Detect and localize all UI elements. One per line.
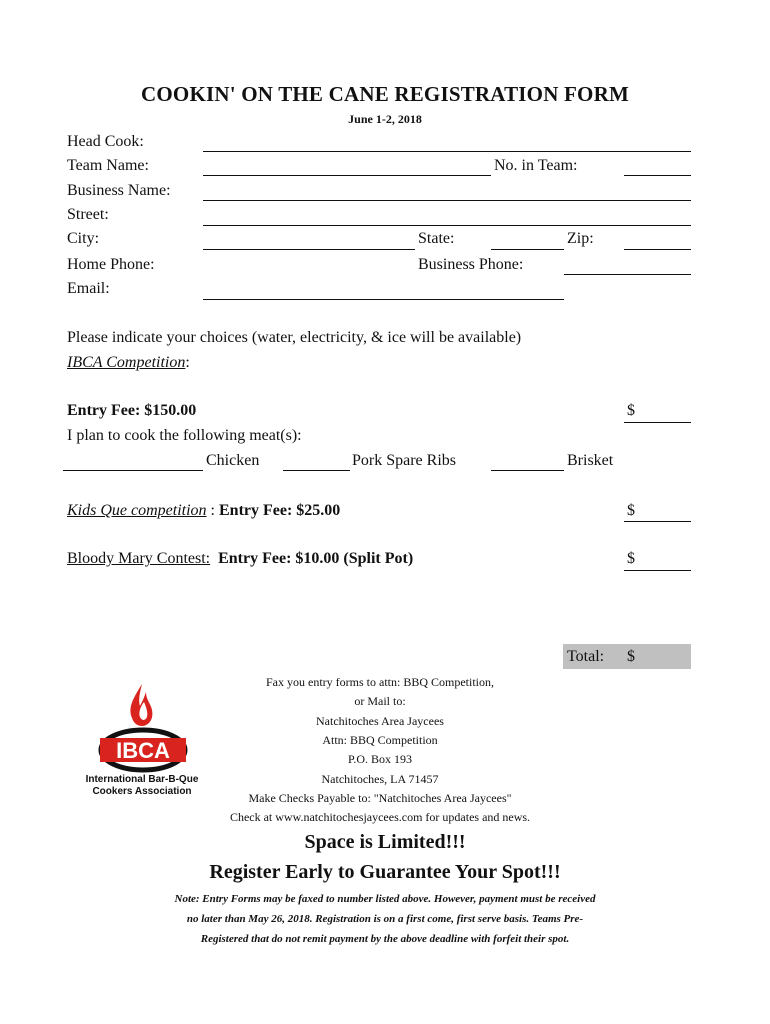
brisket-label: Brisket	[567, 452, 614, 469]
kids-que-row	[67, 502, 340, 520]
ibca-competition-heading	[67, 354, 190, 372]
register-early-heading: Register Early to Guarantee Your Spot!!!	[209, 861, 561, 883]
zip-label: Zip:	[567, 230, 594, 247]
note-line-1: Note: Entry Forms may be faxed to number listed above. However, payment must be received	[174, 893, 596, 905]
city-label: City:	[67, 230, 100, 247]
mail-line-1: Fax you entry forms to attn: BBQ Competition,	[266, 675, 494, 689]
email-label: Email:	[67, 280, 110, 297]
team-name-label: Team Name:	[67, 157, 149, 174]
meats-plan-label: I plan to cook the following meat(s):	[67, 427, 302, 444]
head-cook-label: Head Cook:	[67, 133, 144, 150]
chicken-line[interactable]	[63, 470, 203, 471]
bloody-mary-fee: Entry Fee: $10.00 (Split Pot)	[218, 550, 414, 567]
form-title: COOKIN' ON THE CANE REGISTRATION FORM	[141, 82, 629, 106]
kids-dollar-sign: $	[627, 502, 635, 519]
logo-mark: IBCA	[116, 738, 170, 763]
ibca-dollar-sign: $	[627, 402, 635, 419]
ibca-colon: :	[185, 354, 190, 371]
zip-line[interactable]	[624, 249, 691, 250]
business-name-line[interactable]	[203, 200, 691, 201]
head-cook-line[interactable]	[203, 151, 691, 152]
ibca-entry-fee: Entry Fee: $150.00	[67, 402, 197, 419]
kids-amount-line[interactable]	[624, 521, 691, 522]
ibca-amount-line[interactable]	[624, 422, 691, 423]
business-phone-label: Business Phone:	[418, 256, 524, 273]
street-label: Street:	[67, 206, 109, 223]
state-label: State:	[418, 230, 455, 247]
no-in-team-line[interactable]	[624, 175, 691, 176]
mail-line-4: Attn: BBQ Competition	[322, 733, 438, 747]
space-limited-heading: Space is Limited!!!	[304, 831, 466, 853]
mail-line-5: P.O. Box 193	[347, 752, 412, 766]
bloody-dollar-sign: $	[627, 550, 635, 567]
mail-line-8: Check at www.natchitochesjaycees.com for updates and news.	[229, 810, 531, 824]
event-date: June 1-2, 2018	[348, 112, 422, 126]
brisket-line[interactable]	[491, 470, 564, 471]
kids-que-label: Kids Que competition	[67, 502, 207, 519]
total-dollar-sign: $	[627, 648, 635, 665]
bloody-mary-label: Bloody Mary Contest:	[67, 550, 211, 567]
no-in-team-label: No. in Team:	[494, 157, 578, 174]
note-line-2: no later than May 26, 2018. Registration is on a first come, first serve basis. Teams Pre-	[186, 913, 584, 925]
chicken-label: Chicken	[206, 452, 260, 469]
email-line[interactable]	[203, 299, 564, 300]
business-name-label: Business Name:	[67, 182, 171, 199]
kids-que-fee: Entry Fee: $25.00	[219, 502, 341, 519]
team-name-line[interactable]	[203, 175, 491, 176]
pork-line[interactable]	[283, 470, 350, 471]
state-line[interactable]	[491, 249, 564, 250]
mail-line-3: Natchitoches Area Jaycees	[316, 714, 444, 728]
mail-line-2: or Mail to:	[354, 694, 406, 708]
city-line[interactable]	[203, 249, 415, 250]
kids-que-sep: :	[206, 502, 219, 519]
flame-icon	[130, 684, 152, 726]
home-phone-label: Home Phone:	[67, 256, 155, 273]
total-label: Total:	[567, 648, 605, 665]
business-phone-line[interactable]	[564, 274, 691, 275]
bloody-mary-row	[67, 550, 413, 568]
mail-line-6: Natchitoches, LA 71457	[321, 772, 439, 786]
street-line[interactable]	[203, 225, 691, 226]
note-line-3: Registered that do not remit payment by the above deadline with forfeit their spot.	[200, 933, 570, 945]
mail-line-7: Make Checks Payable to: "Natchitoches Area Jaycees"	[248, 791, 512, 805]
pork-label: Pork Spare Ribs	[352, 452, 456, 469]
bloody-amount-line[interactable]	[624, 570, 691, 571]
logo-line-2: Cookers Association	[92, 786, 192, 797]
ibca-competition-label: IBCA Competition	[67, 354, 186, 371]
choices-intro: Please indicate your choices (water, electricity, & ice will be available)	[67, 329, 522, 346]
logo-line-1: International Bar-B-Que	[85, 774, 199, 785]
